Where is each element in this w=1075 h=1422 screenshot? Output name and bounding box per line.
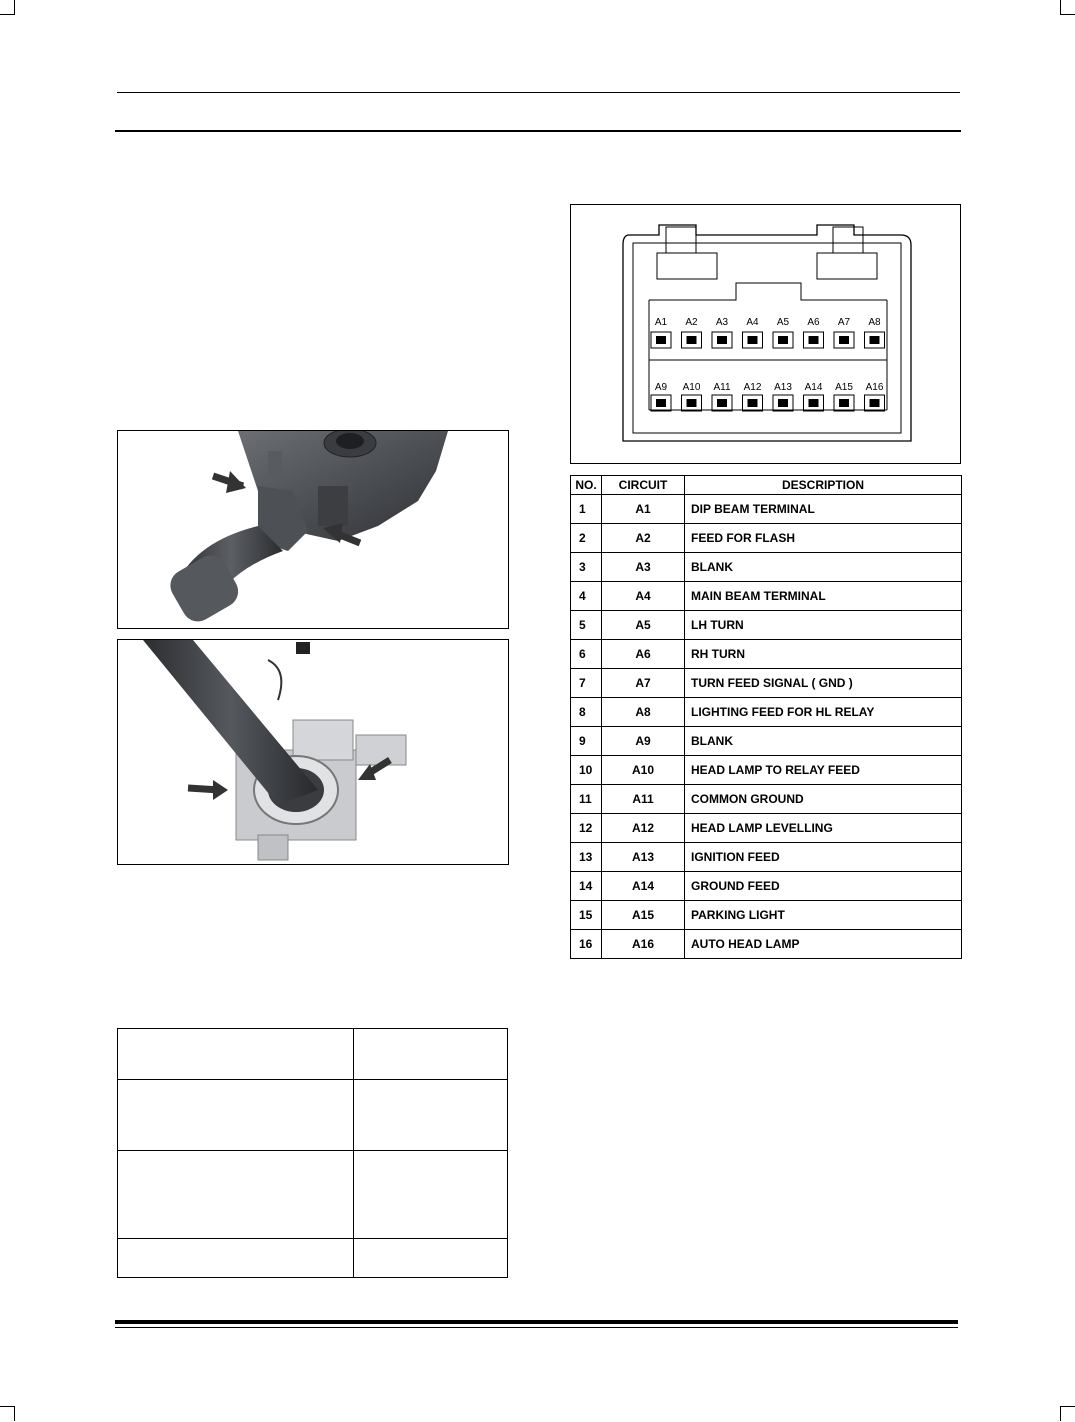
cell-description: BLANK <box>685 727 962 756</box>
cell-description: DIP BEAM TERMINAL <box>685 495 962 524</box>
pin-label-a3: A3 <box>715 317 729 328</box>
cell-description: HEAD LAMP TO RELAY FEED <box>685 756 962 785</box>
table-row <box>571 756 962 785</box>
cell-no: 9 <box>571 727 602 756</box>
footer-rule-thick <box>115 1320 958 1324</box>
pin-terminal-a8 <box>870 336 880 344</box>
cell-description: RH TURN <box>685 640 962 669</box>
spec-table <box>117 1028 508 1278</box>
table-header-row <box>571 476 962 495</box>
cell-description: LH TURN <box>685 611 962 640</box>
cell-no: 6 <box>571 640 602 669</box>
table-row <box>571 901 962 930</box>
pin-terminal-a15 <box>839 399 849 407</box>
pin-label-a11: A11 <box>713 382 731 393</box>
cell-no: 12 <box>571 814 602 843</box>
cell-circuit: A8 <box>602 698 685 727</box>
pin-label-a9: A9 <box>654 382 668 393</box>
pin-label-a14: A14 <box>804 382 823 393</box>
cell-description: GROUND FEED <box>685 872 962 901</box>
table-row <box>571 698 962 727</box>
pin-label-a5: A5 <box>776 317 790 328</box>
pin-label-a16: A16 <box>865 382 884 393</box>
cell-no: 4 <box>571 582 602 611</box>
table-row <box>118 1239 508 1278</box>
pin-label-a13: A13 <box>774 382 792 393</box>
table-row <box>571 640 962 669</box>
pin-label-a8: A8 <box>868 317 881 328</box>
cell-no: 14 <box>571 872 602 901</box>
cell-circuit: A10 <box>602 756 685 785</box>
table-row <box>571 495 962 524</box>
cell-description: HEAD LAMP LEVELLING <box>685 814 962 843</box>
cell-circuit: A13 <box>602 843 685 872</box>
table-row <box>571 582 962 611</box>
pin-terminal-a4 <box>748 336 758 344</box>
cell-circuit: A4 <box>602 582 685 611</box>
table-row <box>571 611 962 640</box>
cell-no: 3 <box>571 553 602 582</box>
footer-rule-thin <box>115 1327 958 1328</box>
table-row <box>571 785 962 814</box>
switch-photo-bottom <box>117 639 509 865</box>
crop-mark-bottom-left <box>0 1406 15 1421</box>
switch-photo-top <box>117 430 509 629</box>
table-row <box>571 843 962 872</box>
cell-no: 13 <box>571 843 602 872</box>
cell-description: COMMON GROUND <box>685 785 962 814</box>
pin-terminal-a7 <box>839 336 849 344</box>
pin-label-a6: A6 <box>807 317 820 328</box>
crop-mark-top-left <box>0 0 15 15</box>
pin-terminal-a3 <box>717 336 727 344</box>
cell-circuit: A1 <box>602 495 685 524</box>
pin-terminal-a1 <box>656 336 666 344</box>
cell-circuit: A11 <box>602 785 685 814</box>
header-description: DESCRIPTION <box>685 476 962 495</box>
table-row <box>571 872 962 901</box>
cell-no: 16 <box>571 930 602 959</box>
pin-terminal-a11 <box>717 399 727 407</box>
pin-terminal-a5 <box>778 336 788 344</box>
cell-description: BLANK <box>685 553 962 582</box>
cell-no: 10 <box>571 756 602 785</box>
pin-terminal-a16 <box>870 399 880 407</box>
header-no: NO. <box>571 476 602 495</box>
cell-circuit: A3 <box>602 553 685 582</box>
cell-description: TURN FEED SIGNAL ( GND ) <box>685 669 962 698</box>
cell-circuit: A15 <box>602 901 685 930</box>
header-rule-top <box>117 92 960 93</box>
cell-description: PARKING LIGHT <box>685 901 962 930</box>
pin-label-a2: A2 <box>685 317 698 328</box>
cell-description: FEED FOR FLASH <box>685 524 962 553</box>
cell-no: 8 <box>571 698 602 727</box>
cell-description: IGNITION FEED <box>685 843 962 872</box>
pin-terminal-a12 <box>748 399 758 407</box>
cell-circuit: A5 <box>602 611 685 640</box>
pin-label-a12: A12 <box>743 382 762 393</box>
cell-description: MAIN BEAM TERMINAL <box>685 582 962 611</box>
cell-no: 1 <box>571 495 602 524</box>
cell-no: 11 <box>571 785 602 814</box>
pin-label-a7: A7 <box>837 317 851 328</box>
pin-terminal-a10 <box>687 399 697 407</box>
header-circuit: CIRCUIT <box>602 476 685 495</box>
pin-description-table <box>570 475 962 959</box>
pin-terminal-a2 <box>687 336 697 344</box>
connector-pinout-diagram <box>570 204 961 464</box>
table-row <box>571 669 962 698</box>
table-row <box>571 930 962 959</box>
crop-mark-bottom-right <box>1060 1406 1075 1421</box>
cell-description: LIGHTING FEED FOR HL RELAY <box>685 698 962 727</box>
table-row <box>571 727 962 756</box>
cell-no: 2 <box>571 524 602 553</box>
cell-description: AUTO HEAD LAMP <box>685 930 962 959</box>
table-row <box>571 814 962 843</box>
connector-svg <box>571 205 960 463</box>
cell-circuit: A9 <box>602 727 685 756</box>
pin-terminal-a13 <box>778 399 788 407</box>
pin-label-a15: A15 <box>835 382 853 393</box>
cell-circuit: A14 <box>602 872 685 901</box>
pin-terminal-a14 <box>809 399 819 407</box>
cell-circuit: A16 <box>602 930 685 959</box>
cell-no: 15 <box>571 901 602 930</box>
pin-label-a10: A10 <box>682 382 701 393</box>
table-row <box>571 553 962 582</box>
pin-terminal-a6 <box>809 336 819 344</box>
cell-circuit: A6 <box>602 640 685 669</box>
cell-circuit: A7 <box>602 669 685 698</box>
table-row <box>571 524 962 553</box>
crop-mark-top-right <box>1060 0 1075 15</box>
table-row <box>118 1151 508 1239</box>
header-rule-bottom <box>115 130 961 132</box>
cell-circuit: A12 <box>602 814 685 843</box>
table-row <box>118 1029 508 1080</box>
table-row <box>118 1080 508 1151</box>
cell-no: 5 <box>571 611 602 640</box>
cell-no: 7 <box>571 669 602 698</box>
pin-label-a1: A1 <box>654 317 668 328</box>
cell-circuit: A2 <box>602 524 685 553</box>
pin-terminal-a9 <box>656 399 666 407</box>
pin-label-a4: A4 <box>746 317 759 328</box>
